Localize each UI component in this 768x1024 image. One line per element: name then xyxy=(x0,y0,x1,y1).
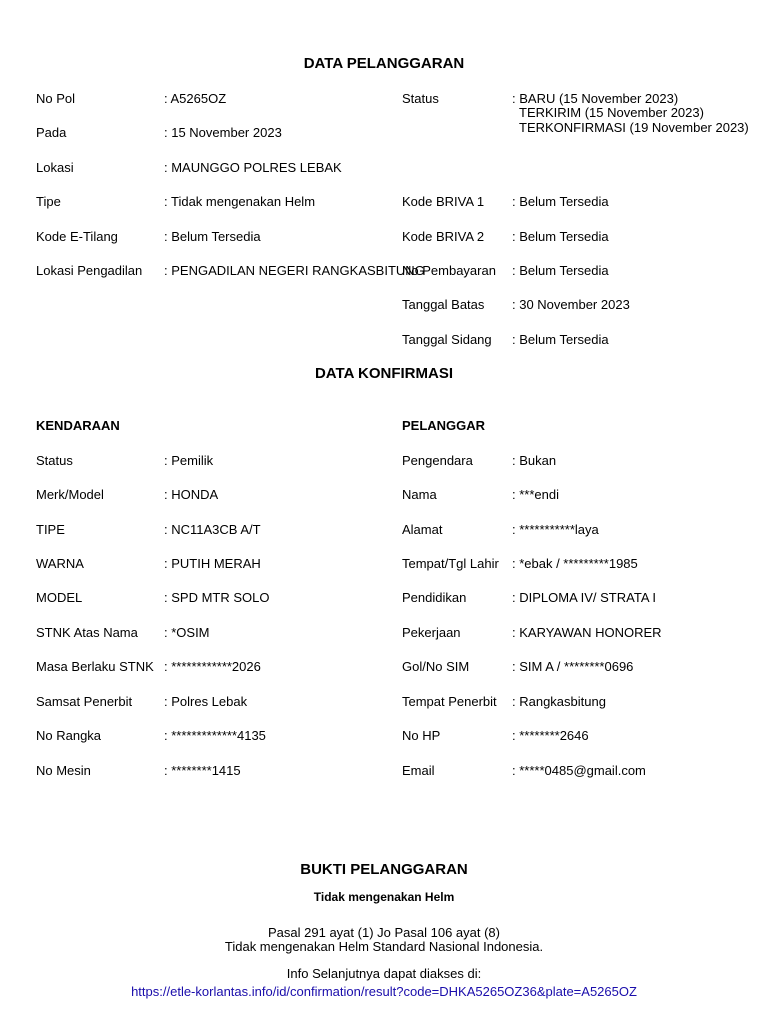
field-label: Lokasi Pengadilan xyxy=(36,263,143,278)
field-label: Kode BRIVA 2 xyxy=(402,229,485,244)
bukti-subtitle: Tidak mengenakan Helm xyxy=(313,890,455,904)
field-value: : Belum Tersedia xyxy=(164,229,261,244)
pelanggar-heading: PELANGGAR xyxy=(402,418,486,433)
status-line: TERKIRIM (15 November 2023) xyxy=(519,105,704,120)
field-label: Lokasi xyxy=(36,160,74,175)
field-value: : KARYAWAN HONORER xyxy=(512,625,662,640)
field-value: : *OSIM xyxy=(164,625,210,640)
field-label: Kode E-Tilang xyxy=(36,229,118,244)
field-value: : A5265OZ xyxy=(164,91,227,106)
field-value: : NC11A3CB A/T xyxy=(164,522,261,537)
field-label: No Pol xyxy=(36,91,76,106)
confirmation-link[interactable]: https://etle-korlantas.info/id/confirmation/result?code=DHKA5265OZ36&plate=A5265OZ xyxy=(131,984,637,999)
field-value: : Belum Tersedia xyxy=(512,229,609,244)
field-value: : MAUNGGO POLRES LEBAK xyxy=(164,160,342,175)
info-text: Info Selanjutnya dapat diakses di: xyxy=(286,966,482,981)
field-value: : *ebak / *********1985 xyxy=(512,556,638,571)
field-label: Tanggal Batas xyxy=(402,297,485,312)
field-label: Status xyxy=(36,453,73,468)
bukti-title: BUKTI PELANGGARAN xyxy=(300,861,468,878)
field-label: Kode BRIVA 1 xyxy=(402,194,485,209)
field-value: : HONDA xyxy=(164,487,219,502)
status-label: Status xyxy=(402,91,439,106)
field-label: No Rangka xyxy=(36,728,102,743)
field-value: : DIPLOMA IV/ STRATA I xyxy=(512,590,656,605)
field-label: No HP xyxy=(402,728,441,743)
field-value: : ************2026 xyxy=(164,659,261,674)
field-label: Gol/No SIM xyxy=(402,659,470,674)
field-label: Pendidikan xyxy=(402,590,467,605)
field-value: : Polres Lebak xyxy=(164,694,248,709)
field-label: No Pembayaran xyxy=(402,263,496,278)
pasal-description: Tidak mengenakan Helm Standard Nasional Indonesia. xyxy=(224,939,544,954)
field-label: STNK Atas Nama xyxy=(36,625,138,640)
field-label: Merk/Model xyxy=(36,487,104,502)
field-label: Pengendara xyxy=(402,453,473,468)
pasal-text: Pasal 291 ayat (1) Jo Pasal 106 ayat (8) xyxy=(268,925,500,940)
field-value: : SIM A / ********0696 xyxy=(512,659,634,674)
pelanggaran-title: DATA PELANGGARAN xyxy=(303,55,465,72)
field-value: : SPD MTR SOLO xyxy=(164,590,270,605)
field-value: : 30 November 2023 xyxy=(512,297,630,312)
field-value: : ***endi xyxy=(512,487,559,502)
kendaraan-heading: KENDARAAN xyxy=(36,418,120,433)
field-value: : Belum Tersedia xyxy=(512,194,609,209)
field-value: : Rangkasbitung xyxy=(512,694,606,709)
field-label: Tipe xyxy=(36,194,61,209)
field-value: : Pemilik xyxy=(164,453,214,468)
konfirmasi-title: DATA KONFIRMASI xyxy=(314,365,454,382)
field-value: : Belum Tersedia xyxy=(512,332,609,347)
field-label: Masa Berlaku STNK xyxy=(36,659,154,674)
field-value: : *************4135 xyxy=(164,728,266,743)
field-value: : Tidak mengenakan Helm xyxy=(164,194,316,209)
field-label: Tempat/Tgl Lahir xyxy=(402,556,499,571)
field-value: : ********2646 xyxy=(512,728,589,743)
field-value: : 15 November 2023 xyxy=(164,125,282,140)
field-value: : PUTIH MERAH xyxy=(164,556,261,571)
field-value: : PENGADILAN NEGERI RANGKASBITUNG xyxy=(164,263,425,278)
field-label: Tempat Penerbit xyxy=(402,694,497,709)
status-line: : BARU (15 November 2023) xyxy=(512,91,679,106)
status-line: TERKONFIRMASI (19 November 2023) xyxy=(519,120,749,135)
field-label: Alamat xyxy=(402,522,443,537)
field-label: Pekerjaan xyxy=(402,625,461,640)
field-label: WARNA xyxy=(36,556,84,571)
field-label: Tanggal Sidang xyxy=(402,332,492,347)
field-label: Email xyxy=(402,763,435,778)
field-label: MODEL xyxy=(36,590,83,605)
field-value: : Bukan xyxy=(512,453,557,468)
field-value: : ********1415 xyxy=(164,763,241,778)
field-value: : Belum Tersedia xyxy=(512,263,609,278)
field-value: : ***********laya xyxy=(512,522,599,537)
field-label: Pada xyxy=(36,125,67,140)
field-label: Samsat Penerbit xyxy=(36,694,133,709)
field-label: No Mesin xyxy=(36,763,91,778)
field-value: : *****0485@gmail.com xyxy=(512,763,646,778)
field-label: Nama xyxy=(402,487,437,502)
field-label: TIPE xyxy=(36,522,65,537)
